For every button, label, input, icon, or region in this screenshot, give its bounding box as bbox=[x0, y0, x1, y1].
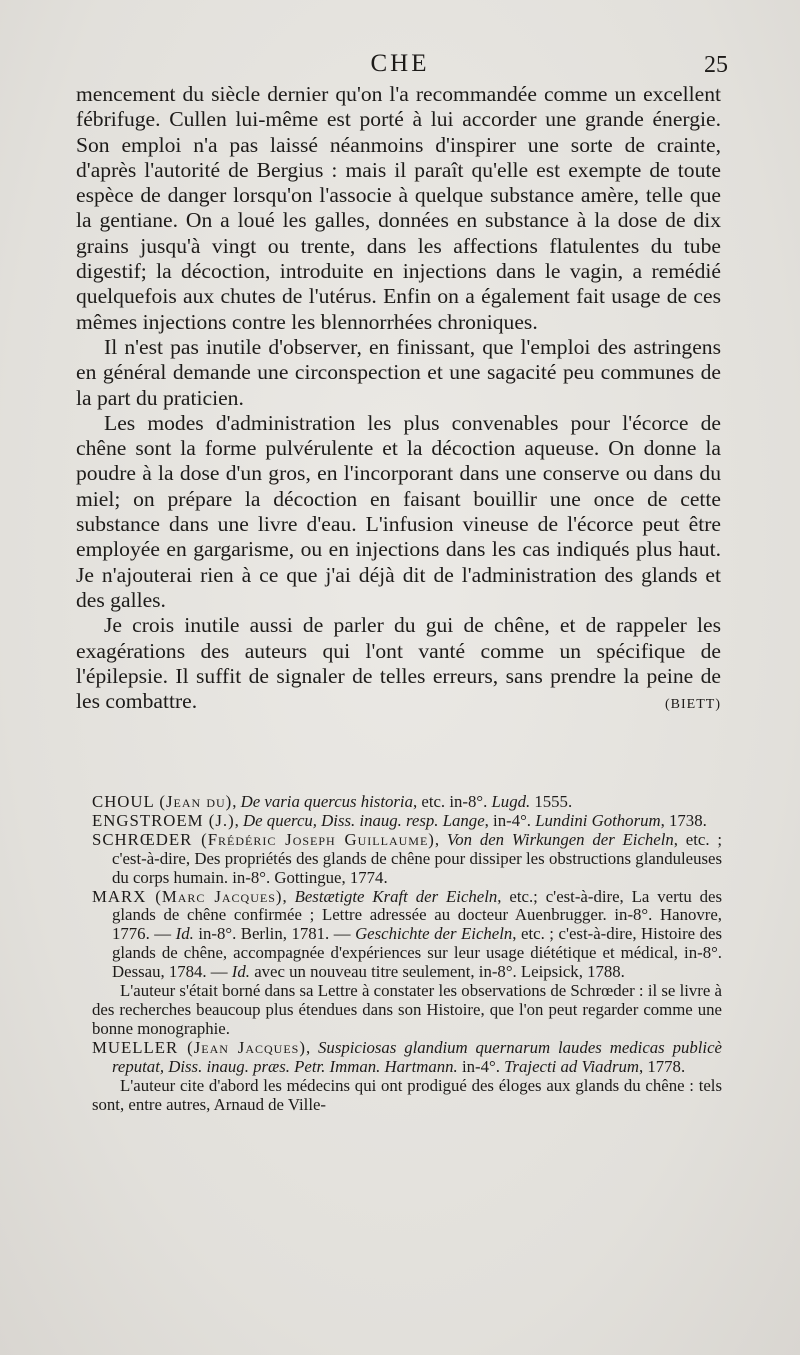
bib-text: , etc. ; c'est-à-dire, Histoire des glands de chêne, accompagnée d'expériences sur leur usage diététique et médical, in-8°. Dessau, 1784. — bbox=[112, 924, 722, 982]
bib-note-marx: L'auteur s'était borné dans sa Lettre à constater les observations de Schrœder : il se livre à des recherches beaucoup plus étendues dans son Histoire, que l'on peut regarder comme une bonne monographie. bbox=[92, 981, 722, 1038]
bib-entry-schroeder: SCHRŒDER (Frédéric Joseph Guillaume), Von den Wirkungen der Eicheln, etc. ; c'est-à-dire, Des propriétés des glands de chêne pour dissiper les obstructions glanduleuses du corps humain. in-8°. Gottingue, 1774. bbox=[92, 829, 722, 887]
bib-title: De quercu, Diss. inaug. resp. Lange bbox=[243, 810, 485, 830]
bib-place: Lundini Gothorum bbox=[535, 810, 661, 830]
bib-entry-mueller: MUELLER (Jean Jacques), Suspiciosas glandium quernarum laudes medicas publicè reputat, Diss. inaug. præs. Petr. Imman. Hartmann. in-4°. Trajecti ad Viadrum, 1778. bbox=[92, 1037, 722, 1076]
bib-year: , 1738. bbox=[660, 810, 707, 830]
bib-note-mueller: L'auteur cite d'abord les médecins qui ont prodigué des éloges aux glands du chêne : tels sont, entre autres, Arnaud de Ville- bbox=[92, 1075, 722, 1114]
running-head: CHE bbox=[370, 50, 430, 77]
paragraph-gui bbox=[76, 613, 721, 714]
bib-author: MARX (Marc Jacques) bbox=[92, 886, 283, 906]
bib-title: De varia quercus historia bbox=[240, 792, 413, 811]
bib-author: ENGSTROEM (J.) bbox=[92, 810, 235, 830]
bib-place: Lugd. bbox=[491, 792, 531, 811]
main-text bbox=[76, 82, 721, 717]
bib-text: in-4°. bbox=[461, 1056, 500, 1076]
bib-place: Trajecti ad Viadrum bbox=[504, 1056, 639, 1076]
bib-title: Geschichte der Eicheln bbox=[355, 924, 513, 944]
bib-text: in-8°. Berlin, 1781. — bbox=[198, 924, 351, 944]
bib-entry-engstroem: ENGSTROEM (J.), De quercu, Diss. inaug. resp. Lange, in-4°. Lundini Gothorum, 1738. bbox=[92, 810, 707, 830]
bib-id: Id. bbox=[231, 962, 250, 982]
bib-text: , etc. in-8°. bbox=[412, 792, 488, 811]
bib-text: , etc. ; c'est-à-dire, Des propriétés des glands de chêne pour dissiper les obstructions glanduleuses du corps humain. in-8°. Gottingue, 1774. bbox=[112, 829, 722, 887]
paragraph-astringents: Il n'est pas inutile d'observer, en finissant, que l'emploi des astringens en général demande une circonspection et une sagacité peu communes de la part du praticien. bbox=[76, 334, 721, 410]
bib-year: , 1778. bbox=[638, 1056, 686, 1076]
bib-text: , etc.; c'est-à-dire, La vertu des glands de chêne confirmée ; Lettre adressée au docteur Auenbrugger. in-8°. Hanovre, 1776. — bbox=[112, 886, 723, 944]
bib-year: 1555. bbox=[534, 792, 573, 811]
bib-id: Id. bbox=[175, 924, 194, 944]
paragraph-gui-text: Je crois inutile aussi de parler du gui de chêne, et de rappeler les exagérations des auteurs qui l'ont vanté comme un spécifique de l'épilepsie. Il suffit de signaler de telles erreurs, sans prendre la peine de les combattre. bbox=[76, 613, 721, 714]
bib-author: SCHRŒDER (Frédéric Joseph Guillaume) bbox=[92, 829, 435, 849]
bib-entry-marx: MARX (Marc Jacques), Bestætigte Kraft der Eicheln, etc.; c'est-à-dire, La vertu des glands de chêne confirmée ; Lettre adressée au docteur Auenbrugger. in-8°. Hanovre, 1776. — Id. in-8°. Berlin, 1781. — Geschichte der Eicheln, etc. ; c'est-à-dire, Histoire des glands de chêne, accompagnée d'expériences sur leur usage diététique et médical, in-8°. Dessau, 1784. — Id. avec un nouveau titre seulement, in-8°. Leipsick, 1788. bbox=[92, 886, 723, 982]
bib-title: Suspiciosas glandium quernarum laudes medicas publicè reputat, Diss. inaug. præs. Petr. Imman. Hartmann. bbox=[112, 1037, 722, 1076]
bib-entry-choul: CHOUL (Jean du), De varia quercus historia, etc. in-8°. Lugd. 1555. bbox=[92, 792, 573, 811]
paragraph-continuation: mencement du siècle dernier qu'on l'a recommandée comme un excellent fébrifuge. Cullen lui-même est porté à lui accorder une grande énergie. Son emploi n'a pas laissé néanmoins d'inspirer une sorte de crainte, d'après l'autorité de Bergius : mais il paraît qu'elle est exempte de toute espèce de danger lorsqu'on l'associe à quelque substance amère, telle que la gentiane. On a loué les galles, données en substance à la dose de dix grains jusqu'à vingt ou trente, dans les affections flatulentes du tube digestif; la décoction, introduite en injections dans le vagin, a remédié quelquefois aux chutes de l'utérus. Enfin on a également fait usage de ces mêmes injections contre les blennorrhées chroniques. bbox=[76, 82, 721, 334]
page-number: 25 bbox=[704, 52, 728, 78]
page-header bbox=[0, 50, 800, 80]
bib-text: avec un nouveau titre seulement, in-8°. Leipsick, 1788. bbox=[254, 962, 625, 982]
bib-title: Bestætigte Kraft der Eicheln bbox=[294, 886, 498, 906]
bib-author: MUELLER (Jean Jacques) bbox=[92, 1037, 306, 1057]
bib-author: CHOUL (Jean du) bbox=[92, 792, 233, 811]
bib-text: , in-4°. bbox=[484, 810, 531, 830]
bib-title: Von den Wirkungen der Eicheln bbox=[446, 829, 674, 849]
paragraph-administration: Les modes d'administration les plus convenables pour l'écorce de chêne sont la forme pulvérulente et la décoction aqueuse. On donne la poudre à la dose d'un gros, en l'incorporant dans une conserve ou dans du miel; on prépare la décoction en faisant bouillir une once de cette substance dans une livre d'eau. L'infusion vineuse de l'écorce peut être employée en gargarisme, ou en injections dans les cas indiqués plus haut. Je n'ajouterai rien à ce que j'ai déjà dit de l'administration des glands et des galles. bbox=[76, 410, 721, 612]
bibliography bbox=[92, 793, 722, 1114]
author-signature: (BIETT) bbox=[665, 697, 721, 713]
